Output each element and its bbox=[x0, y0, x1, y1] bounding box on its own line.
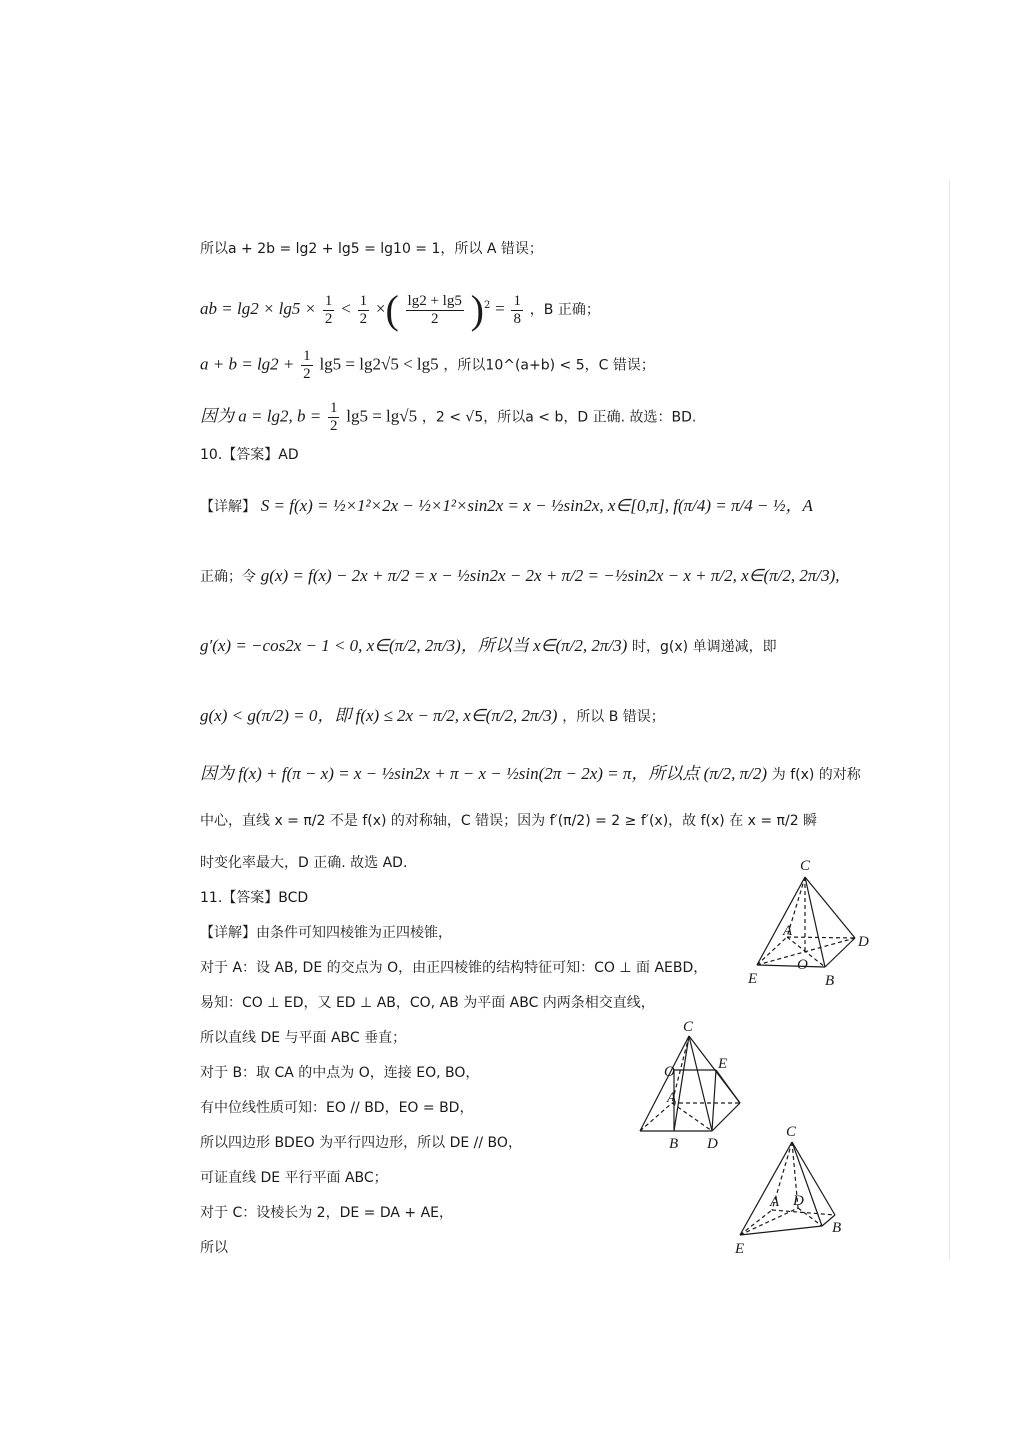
fig3-label-c: C bbox=[786, 1124, 797, 1140]
q11-l3: 易知：CO ⊥ ED，又 ED ⊥ AB，CO, AB 为平面 ABC 内两条相交直线， bbox=[200, 995, 655, 1011]
q10-l2-head: 正确；令 bbox=[200, 569, 256, 585]
line-ab: ab = lg2 × lg5 × $\frac{1}{2}$ < $\frac{1}{2}$ ×( $\frac{\lg 2 + \lg 5}{2}$ )$^2$ = $\frac{1}{8}$ ，B 正确； bbox=[200, 287, 600, 332]
fig1-label-b: B bbox=[825, 973, 835, 989]
pyramid-figure-3 bbox=[730, 1120, 870, 1264]
q11-l9: 对于 C：设棱长为 2，DE = DA + AE， bbox=[200, 1205, 454, 1221]
math-l3-mid: lg5 = lg2√5 < lg5 bbox=[319, 354, 439, 374]
q10-answer bbox=[200, 444, 299, 465]
text-l2-tail: ，B 正确； bbox=[529, 302, 600, 318]
q11-answer bbox=[200, 887, 308, 908]
q10-detail-line-6 bbox=[200, 810, 817, 831]
q11-line-10 bbox=[200, 1237, 228, 1258]
q11-l1: 【详解】由条件可知四棱锥为正四棱锥， bbox=[200, 925, 452, 941]
q10-l5-tail: 为 f(x) 的对称 bbox=[771, 767, 861, 783]
q10-l4-tail: ，所以 B 错误； bbox=[562, 709, 665, 725]
fig3-label-d: D bbox=[793, 1193, 804, 1209]
fraction-eighth: $\frac{1}{8}$ bbox=[513, 292, 521, 327]
q10-l7: 时变化率最大，D 正确. 故选 AD. bbox=[200, 855, 408, 871]
q11-line-5 bbox=[200, 1062, 479, 1083]
text-line-1: 所以a + 2b = lg2 + lg5 = lg10 = 1，所以 A 错误； bbox=[200, 241, 543, 257]
fig2-label-c: C bbox=[683, 1019, 694, 1035]
q11-line-8 bbox=[200, 1167, 388, 1188]
pyramid-figure-1 bbox=[745, 855, 880, 994]
q10-detail-line-5 bbox=[200, 764, 861, 785]
fraction-half-2: $\frac{1}{2}$ bbox=[359, 292, 368, 327]
fig1-label-e: E bbox=[748, 971, 758, 987]
fig3-label-b: B bbox=[832, 1220, 842, 1236]
fig2-label-a: A bbox=[667, 1090, 677, 1106]
q11-line-1 bbox=[200, 922, 452, 943]
math-q10-l5: 因为 f(x) + f(π − x) = x − ½sin2x + π − x − ½sin(2π − 2x) = π，所以点 (π/2, π/2) bbox=[200, 764, 767, 783]
fig1-label-o: O bbox=[797, 957, 808, 973]
q11-answer-text: 11.【答案】BCD bbox=[200, 890, 309, 906]
q10-l6: 中心，直线 x = π/2 不是 f(x) 的对称轴，C 错误；因为 f′(π/2) = 2 ≥ f′(x)，故 f(x) 在 x = π/2 瞬 bbox=[200, 813, 818, 829]
line-because-a bbox=[200, 400, 696, 435]
q10-answer-text: 10.【答案】AD bbox=[200, 447, 299, 463]
q10-detail-line-2 bbox=[200, 566, 840, 587]
q11-line-7 bbox=[200, 1132, 522, 1153]
fig2-label-b: B bbox=[669, 1136, 679, 1152]
line-a-plus-2b bbox=[200, 238, 543, 259]
q10-detail-line-7 bbox=[200, 852, 407, 873]
math-q10-l2: g(x) = f(x) − 2x + π/2 = x − ½sin2x − 2x + π/2 = −½sin2x − x + π/2, x∈(π/2, 2π/3), bbox=[260, 566, 840, 585]
q10-detail-line-4 bbox=[200, 706, 665, 727]
fig1-label-d: D bbox=[858, 934, 869, 950]
math-l4-mid: lg5 = lg√5 bbox=[346, 406, 418, 426]
fig2-label-e: E bbox=[718, 1056, 728, 1072]
fig3-label-a: A bbox=[770, 1194, 780, 1210]
fig3-label-e: E bbox=[735, 1241, 745, 1257]
q10-l3-tail: 时，g(x) 单调递减，即 bbox=[632, 639, 777, 655]
fraction-half: $\frac{1}{2}$ bbox=[324, 292, 333, 327]
fig1-label-a: A bbox=[783, 923, 793, 939]
math-q10-l4: g(x) < g(π/2) = 0，即 f(x) ≤ 2x − π/2, x∈(π/2, 2π/3) bbox=[200, 706, 558, 725]
line-a-plus-b bbox=[200, 348, 655, 383]
q10-detail-line-1 bbox=[200, 496, 813, 517]
q11-line-3 bbox=[200, 992, 655, 1013]
fig1-label-c: C bbox=[800, 858, 811, 874]
q11-l7: 所以四边形 BDEO 为平行四边形，所以 DE // BO， bbox=[200, 1135, 522, 1151]
q10-detail-line-3 bbox=[200, 636, 777, 657]
math-q10-l1: S = f(x) = ½×1²×2x − ½×1²×sin2x = x − ½sin2x, x∈[0,π], f(π/4) = π/4 − ½，A bbox=[260, 496, 813, 515]
math-l4-head: 因为 a = lg2, b = bbox=[200, 406, 322, 426]
fraction-half-3: $\frac{1}{2}$ bbox=[303, 348, 311, 382]
fraction-half-4: $\frac{1}{2}$ bbox=[329, 400, 338, 434]
q10-detail-label: 【详解】 bbox=[200, 499, 256, 515]
q11-line-2 bbox=[200, 957, 707, 978]
q11-line-6 bbox=[200, 1097, 473, 1118]
q11-l5: 对于 B：取 CA 的中点为 O，连接 EO, BO， bbox=[200, 1065, 480, 1081]
q11-l10: 所以 bbox=[200, 1240, 228, 1256]
fig2-label-o: O bbox=[664, 1064, 675, 1080]
page-edge-shadow bbox=[949, 180, 950, 1260]
q11-l4: 所以直线 DE 与平面 ABC 垂直； bbox=[200, 1030, 407, 1046]
q11-line-4 bbox=[200, 1027, 406, 1048]
q11-l2: 对于 A：设 AB, DE 的交点为 O，由正四棱锥的结构特征可知：CO ⊥ 面 AEBD， bbox=[200, 960, 708, 976]
q11-l6: 有中位线性质可知：EO // BD，EO = BD， bbox=[200, 1100, 474, 1116]
text-l3-tail: ，所以10^(a+b) < 5，C 错误； bbox=[443, 357, 655, 374]
q11-l8: 可证直线 DE 平行平面 ABC； bbox=[200, 1170, 388, 1186]
math-l3-head: a + b = lg2 + bbox=[200, 354, 295, 374]
fraction-lg-sum: $\frac{\lg 2 + \lg 5}{2}$ bbox=[407, 292, 462, 327]
math-q10-l3: g′(x) = −cos2x − 1 < 0, x∈(π/2, 2π/3)，所以当 x∈(π/2, 2π/3) bbox=[200, 636, 628, 655]
fig2-label-d: D bbox=[707, 1136, 718, 1152]
math-l2-head: ab = lg2 × lg5 × bbox=[200, 299, 317, 318]
text-l4-tail: ，2 < √5，所以a < b，D 正确. 故选：BD. bbox=[421, 409, 697, 426]
q11-line-9 bbox=[200, 1202, 453, 1223]
